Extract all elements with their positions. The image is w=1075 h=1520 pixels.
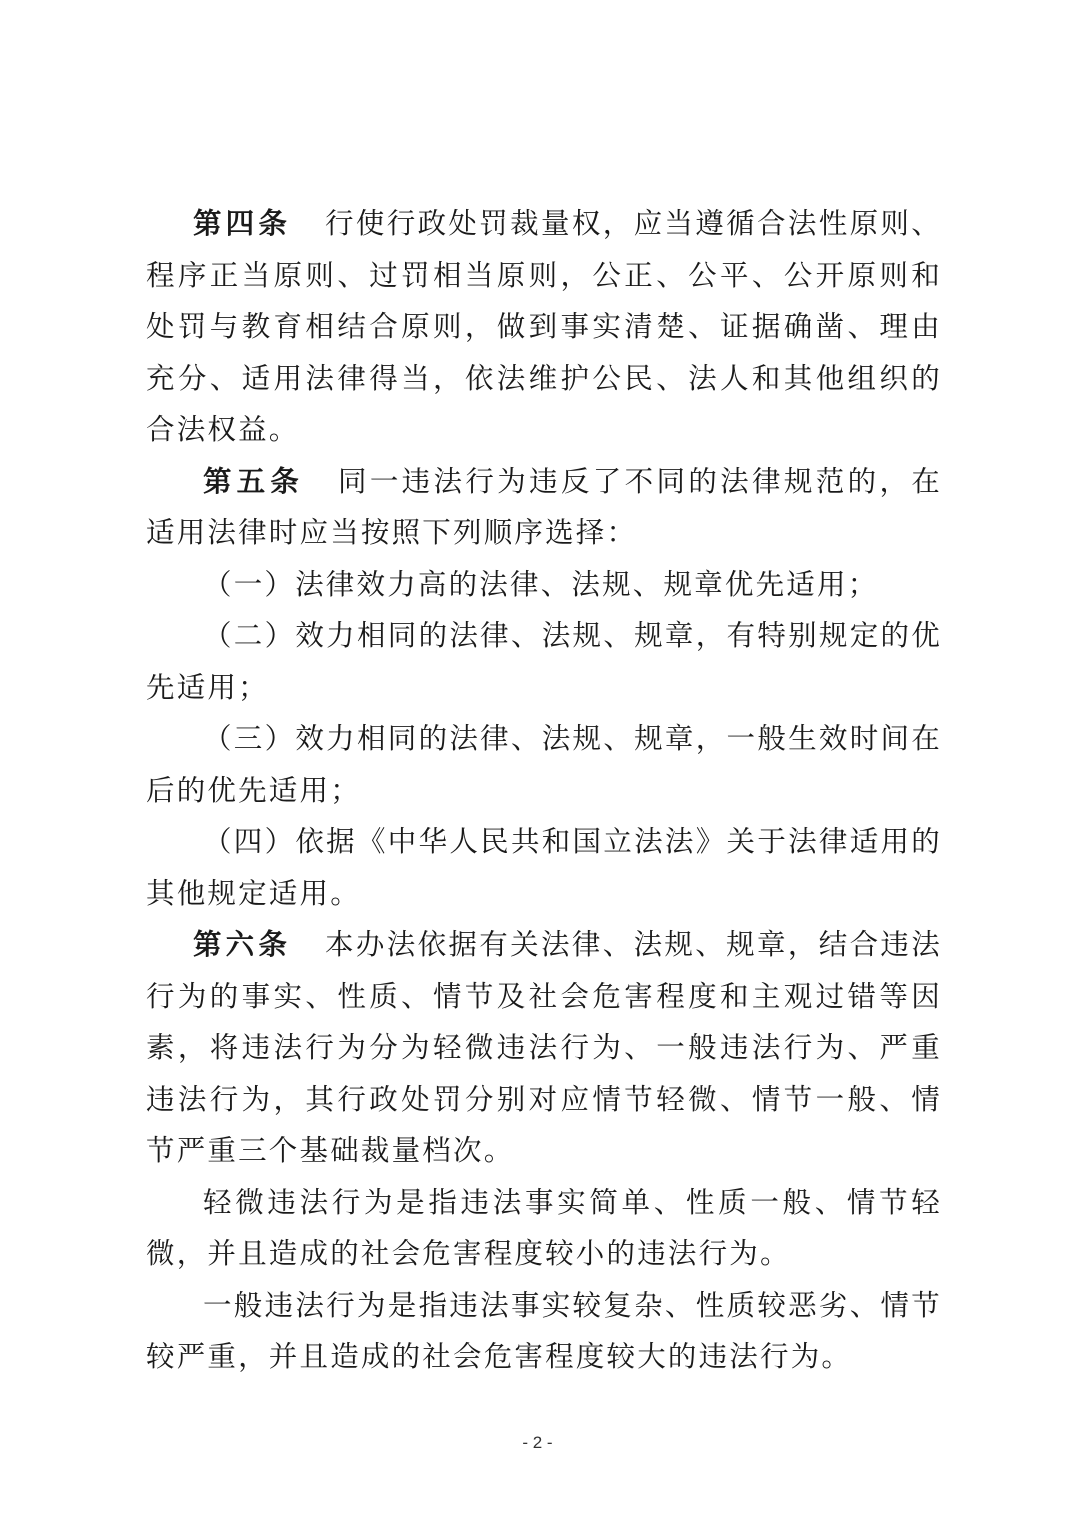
page-number: - 2 - [522, 1433, 553, 1452]
article-5-item: （四）依据《中华人民共和国立法法》关于法律适用的其他规定适用。 [146, 825, 942, 910]
article-5-item: （一）法律效力高的法律、法规、规章优先适用； [203, 567, 879, 601]
article-6-paragraph [146, 919, 942, 1177]
article-5-number: 第五条 [203, 463, 304, 498]
article-6-subparagraph: 一般违法行为是指违法事实较复杂、性质较恶劣、情节较严重，并且造成的社会危害程度较大的违法行为。 [146, 1288, 942, 1373]
article-6-subparagraph: 轻微违法行为是指违法事实简单、性质一般、情节轻微，并且造成的社会危害程度较小的违法行为。 [146, 1185, 942, 1270]
document-body [146, 198, 942, 1383]
article-4-paragraph [146, 198, 942, 456]
article-5-item: （三）效力相同的法律、法规、规章，一般生效时间在后的优先适用； [146, 722, 942, 807]
article-5-item: （二）效力相同的法律、法规、规章，有特别规定的优先适用； [146, 619, 942, 704]
article-4-text: 行使行政处罚裁量权，应当遵循合法性原则、程序正当原则、过罚相当原则，公正、公平、公开原则和处罚与教育相结合原则，做到事实清楚、证据确凿、理由充分、适用法律得当，依法维护公民、法人和其他组织的合法权益。 [146, 207, 942, 446]
article-5-text: 同一违法行为违反了不同的法律规范的，在适用法律时应当按照下列顺序选择： [146, 464, 942, 549]
article-6-number: 第六条 [193, 927, 291, 961]
article-6-text: 本办法依据有关法律、法规、规章，结合违法行为的事实、性质、情节及社会危害程度和主观过错等因素，将违法行为分为轻微违法行为、一般违法行为、严重违法行为，其行政处罚分别对应情节轻微、情节一般、情节严重三个基础裁量档次。 [146, 928, 942, 1167]
article-4-number: 第四条 [193, 206, 291, 240]
article-5-paragraph [146, 456, 942, 559]
